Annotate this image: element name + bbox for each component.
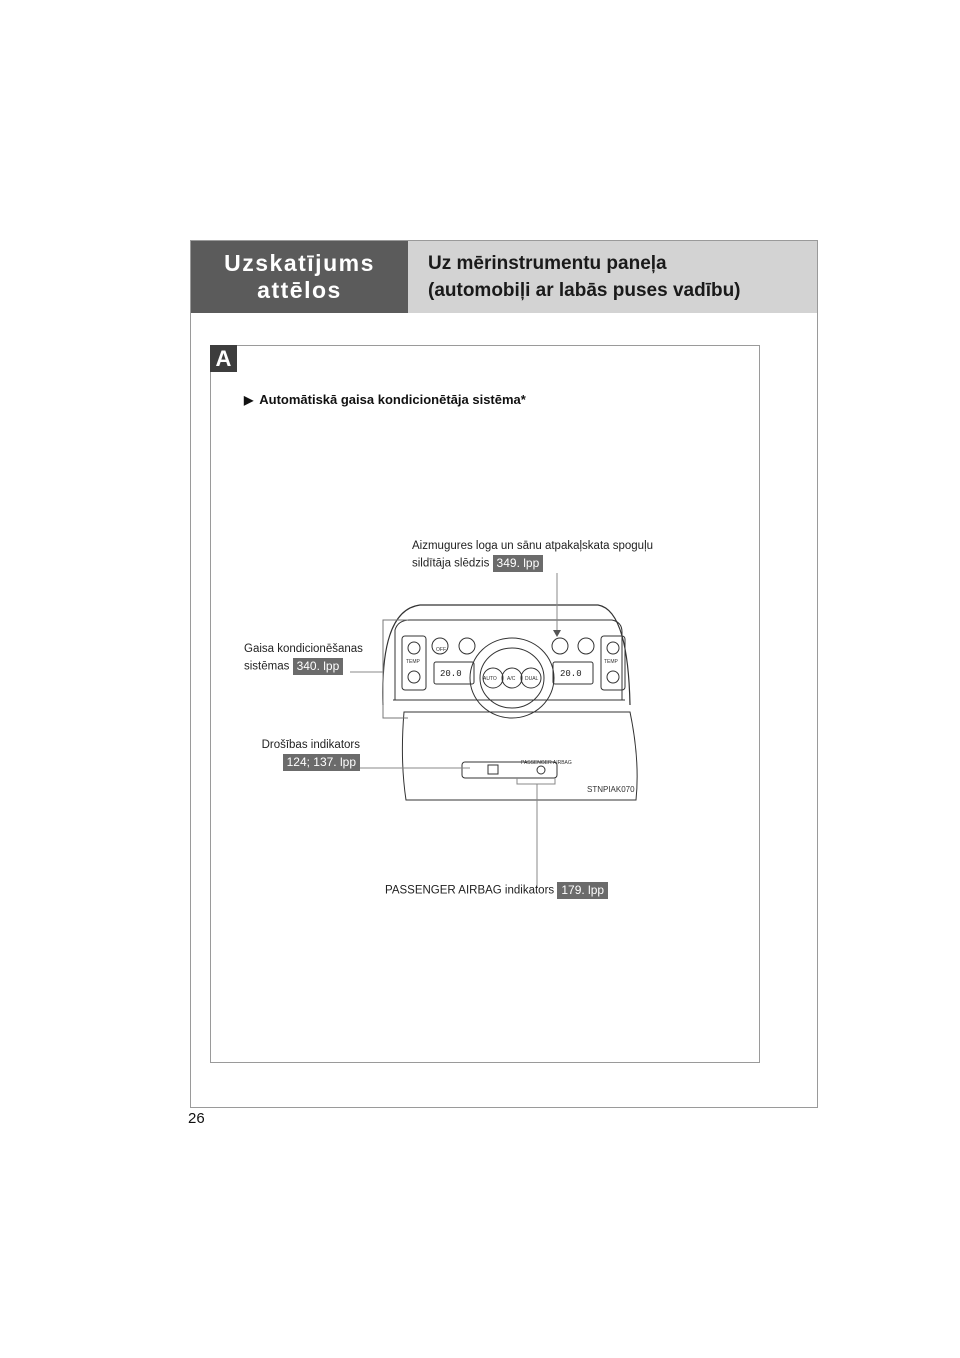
svg-text:DUAL: DUAL [525, 676, 539, 682]
airbag-label: PASSENGER AIRBAG indikators [385, 884, 555, 897]
defogger-callout [412, 538, 653, 573]
svg-text:PASSENGER AIRBAG: PASSENGER AIRBAG [521, 760, 572, 766]
diagram-code: STNPIAK070 [587, 785, 635, 794]
section-letter-badge: A [210, 345, 237, 372]
page-title-line2: (automobiļi ar labās puses vadību) [428, 280, 741, 301]
security-callout [260, 737, 360, 772]
subtitle-text: Automātiskā gaisa kondicionētāja sistēma* [259, 392, 526, 407]
defogger-page-ref[interactable]: 349. lpp [493, 555, 544, 572]
arrow-head-icon [553, 630, 561, 637]
svg-text:TEMP: TEMP [406, 659, 420, 665]
security-page-ref[interactable]: 124; 137. lpp [283, 754, 360, 771]
page-number: 26 [188, 1110, 205, 1127]
ac-page-ref[interactable]: 340. lpp [293, 658, 344, 675]
svg-text:AUTO: AUTO [483, 676, 497, 682]
airbag-page-ref[interactable]: 179. lpp [557, 882, 608, 899]
defogger-label-line2: sildītāja slēdzis [412, 557, 490, 570]
svg-text:A/C: A/C [507, 676, 516, 682]
section-tab-line1: Uzskatījums [224, 250, 375, 276]
triangle-bullet-icon: ▶ [244, 392, 254, 407]
security-label: Drošības indikators [261, 739, 360, 751]
ac-callout [244, 641, 363, 676]
svg-text:20.0: 20.0 [440, 669, 462, 679]
svg-text:OFF: OFF [436, 647, 446, 653]
ac-label-line2: sistēmas [244, 660, 290, 673]
page-title-line1: Uz mērinstrumentu paneļa [428, 253, 667, 274]
svg-text:20.0: 20.0 [560, 669, 582, 679]
section-tab-line2: attēlos [257, 277, 342, 303]
defogger-label-line1: Aizmugures loga un sānu atpakaļskata spoguļu [412, 540, 654, 552]
ac-label-line1: Gaisa kondicionēšanas [244, 643, 363, 655]
airbag-callout [385, 882, 608, 900]
svg-text:TEMP: TEMP [604, 659, 618, 665]
